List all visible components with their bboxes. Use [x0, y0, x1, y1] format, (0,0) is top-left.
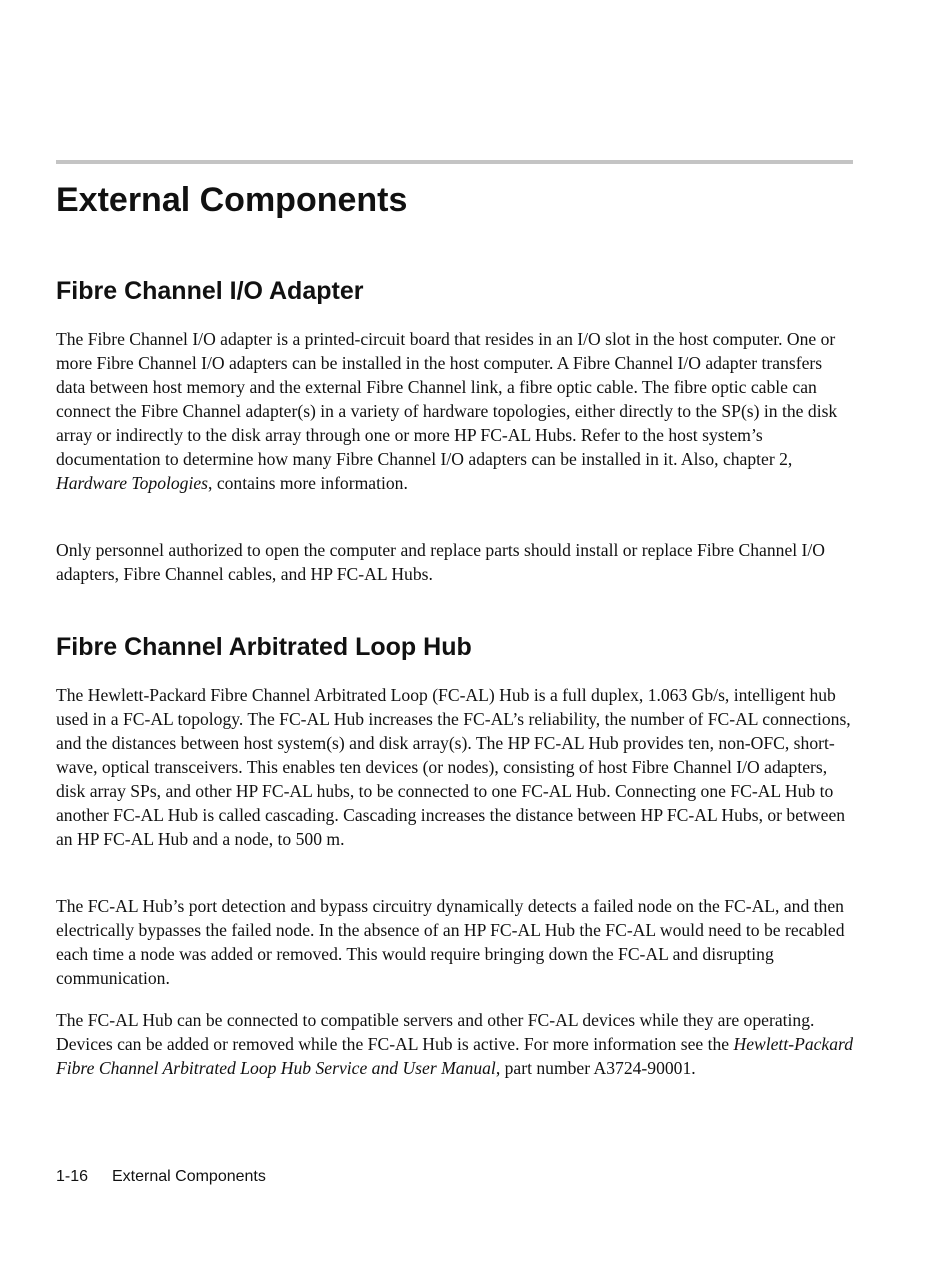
text-run: The Fibre Channel I/O adapter is a printed-circuit board that resides in an I/O slot in the host computer. One or more Fibre Channel I/O adapters can be installed in the host computer. A Fibre Channel I/O adapter transfers data between host memory and the external Fibre Channel link, a fibre optic cable. The fibre optic cable can connect the Fibre Channel adapter(s) in a variety of hardware topologies, either directly to the SP(s) in the disk array or indirectly to the disk array through one or more HP FC-AL Hubs. Refer to the host system’s documentation to determine how many Fibre Channel I/O adapters can be installed in it. Also, chapter 2,: [56, 329, 838, 469]
text-run: , contains more information.: [208, 473, 408, 493]
footer-section-name: External Components: [112, 1168, 266, 1185]
loop-hub-paragraph-3: [56, 1008, 853, 1080]
page-footer: [56, 1166, 266, 1188]
io-adapter-paragraph-2: Only personnel authorized to open the computer and replace parts should install or replace Fibre Channel I/O adapters, Fibre Channel cables, and HP FC-AL Hubs.: [56, 540, 825, 584]
chapter-title: External Components: [56, 181, 408, 219]
section-heading-loop-hub: Fibre Channel Arbitrated Loop Hub: [56, 633, 472, 661]
io-adapter-paragraph-1: [56, 327, 853, 495]
text-run: , part number A3724-90001.: [495, 1058, 696, 1078]
header-rule: [56, 160, 853, 164]
loop-hub-paragraph-2: The FC-AL Hub’s port detection and bypass circuitry dynamically detects a failed node on the FC-AL, and then electrically bypasses the failed node. In the absence of an HP FC-AL Hub the FC-AL would need to be recabled each time a node was added or removed. This would require bringing down the FC-AL and disrupting communication.: [56, 896, 845, 988]
book-title-hardware-topologies: Hardware Topologies: [56, 473, 209, 493]
loop-hub-paragraph-1: The Hewlett-Packard Fibre Channel Arbitrated Loop (FC-AL) Hub is a full duplex, 1.063 Gb/s, intelligent hub used in a FC-AL topology. The FC-AL Hub increases the FC-AL’s reliability, the number of FC-AL connections, and the distances between host system(s) and disk array(s). The HP FC-AL Hub provides ten, non-OFC, short-wave, optical transceivers. This enables ten devices (or nodes), consisting of host Fibre Channel I/O adapters, disk array SPs, and other HP FC-AL hubs, to be connected to one FC-AL Hub. Connecting one FC-AL Hub to another FC-AL Hub is called cascading. Cascading increases the distance between HP FC-AL Hubs, or between an HP FC-AL Hub and a node, to 500 m.: [56, 685, 851, 849]
page-number: 1-16: [56, 1168, 89, 1185]
section-heading-io-adapter: Fibre Channel I/O Adapter: [56, 277, 364, 305]
book-title-hub-manual: Hewlett-Packard Fibre Channel Arbitrated Loop Hub Service and User Manual: [56, 1034, 854, 1078]
text-run: The FC-AL Hub can be connected to compatible servers and other FC-AL devices while they are operating. Devices can be added or removed while the FC-AL Hub is active. For more information see the: [56, 1010, 815, 1054]
